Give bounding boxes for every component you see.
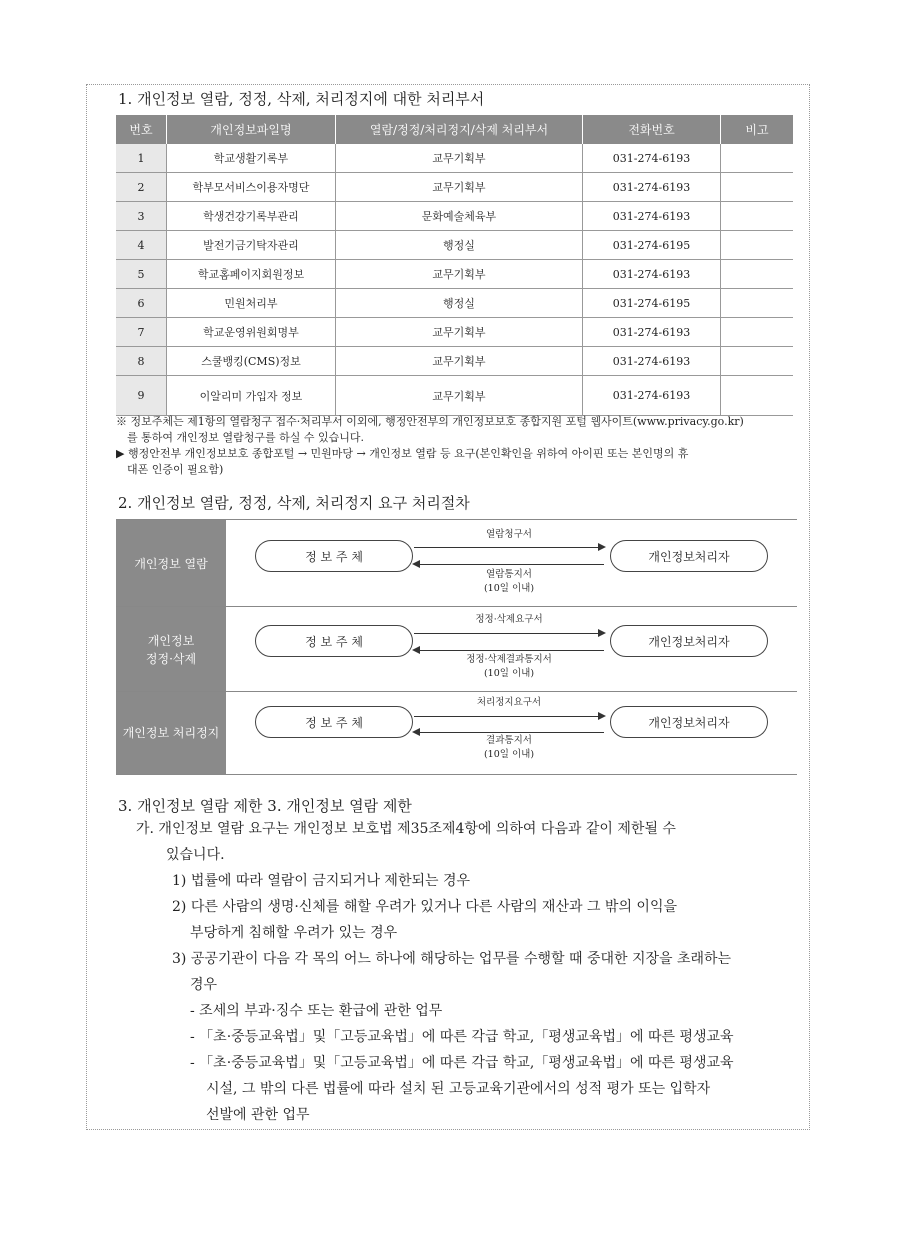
cell-note <box>721 318 794 347</box>
response-arrow <box>414 564 604 565</box>
cell-phone: 031-274-6193 <box>583 347 721 376</box>
cell-file: 학교운영위원회명부 <box>167 318 336 347</box>
cell-dept: 교무기획부 <box>336 376 583 416</box>
cell-dept: 행정실 <box>336 289 583 318</box>
cell-dept: 행정실 <box>336 231 583 260</box>
cell-dept: 교무기획부 <box>336 144 583 173</box>
cell-file: 이알리미 가입자 정보 <box>167 376 336 416</box>
restriction-item-2: 2) 다른 사람의 생명·신체를 해할 우려가 있거나 다른 사람의 재산과 그 밖의 이익을 <box>172 899 677 915</box>
cell-phone: 031-274-6193 <box>583 318 721 347</box>
note-privacy-portal <box>116 414 796 478</box>
col-header-note: 비고 <box>721 115 794 144</box>
procedure-row-view <box>116 519 797 607</box>
cell-note <box>721 347 794 376</box>
cell-phone: 031-274-6193 <box>583 173 721 202</box>
data-processor-box: 개인정보처리자 <box>610 540 768 572</box>
response-doc-label: 열람통지서 (10일 이내) <box>483 569 535 594</box>
table-row <box>116 173 793 202</box>
restriction-intro-cont: 있습니다. <box>166 847 225 863</box>
cell-phone: 031-274-6193 <box>583 260 721 289</box>
cell-file: 스쿨뱅킹(CMS)정보 <box>167 347 336 376</box>
cell-note <box>721 202 794 231</box>
cell-note <box>721 289 794 318</box>
response-doc-label: 결과통지서 (10일 이내) <box>483 735 535 760</box>
cell-no: 9 <box>116 376 167 416</box>
request-arrow <box>414 547 604 548</box>
table-row <box>116 144 793 173</box>
table-row <box>116 231 793 260</box>
request-doc-label: 처리정지요구서 <box>476 697 542 708</box>
note-line: 대폰 인증이 필요함) <box>127 463 224 476</box>
cell-no: 8 <box>116 347 167 376</box>
cell-no: 4 <box>116 231 167 260</box>
request-arrow <box>414 716 604 717</box>
section2-title: 2. 개인정보 열람, 정정, 삭제, 처리정지 요구 처리절차 <box>118 494 470 512</box>
request-doc-label: 열람청구서 <box>486 529 532 540</box>
request-doc-label: 정정·삭제요구서 <box>475 614 543 625</box>
procedure-row-suspend <box>116 691 797 775</box>
data-processor-box: 개인정보처리자 <box>610 625 768 657</box>
response-arrow <box>414 732 604 733</box>
col-header-no: 번호 <box>116 115 167 144</box>
response-doc-label: 정정·삭제결과통지서 (10일 이내) <box>466 654 552 679</box>
table-row <box>116 260 793 289</box>
cell-note <box>721 231 794 260</box>
cell-file: 발전기금기탁자관리 <box>167 231 336 260</box>
department-table <box>116 115 793 416</box>
cell-phone: 031-274-6195 <box>583 289 721 318</box>
note-line: ▶ 행정안전부 개인정보보호 종합포털 → 민원마당 → 개인정보 열람 등 요구(본인확인을 위하여 아이핀 또는 본인명의 휴 <box>116 447 689 460</box>
cell-phone: 031-274-6193 <box>583 202 721 231</box>
cell-note <box>721 173 794 202</box>
procedure-row-correct <box>116 606 797 692</box>
col-header-phone: 전화번호 <box>583 115 721 144</box>
cell-dept: 교무기획부 <box>336 173 583 202</box>
cell-phone: 031-274-6193 <box>583 144 721 173</box>
cell-file: 민원처리부 <box>167 289 336 318</box>
table-row <box>116 289 793 318</box>
cell-dept: 교무기획부 <box>336 318 583 347</box>
restriction-item-3-cont: 경우 <box>190 977 218 993</box>
request-arrow <box>414 633 604 634</box>
col-header-dept: 열람/정정/처리정지/삭제 처리부서 <box>336 115 583 144</box>
procedure-label: 개인정보 열람 <box>116 520 226 607</box>
cell-no: 3 <box>116 202 167 231</box>
restriction-sub-3-cont2: 선발에 관한 업무 <box>206 1107 310 1123</box>
restriction-item-3: 3) 공공기관이 다음 각 목의 어느 하나에 해당하는 업무를 수행할 때 중대한 지장을 초래하는 <box>172 951 732 967</box>
table-row <box>116 347 793 376</box>
table-row <box>116 202 793 231</box>
cell-no: 6 <box>116 289 167 318</box>
note-line: ※ 정보주체는 제1항의 열람청구 접수·처리부서 이외에, 행정안전부의 개인정보보호 종합지원 포털 웹사이트(www.privacy.go.kr) <box>116 415 744 428</box>
cell-file: 학부모서비스이용자명단 <box>167 173 336 202</box>
cell-no: 7 <box>116 318 167 347</box>
cell-note <box>721 144 794 173</box>
restriction-item-1: 1) 법률에 따라 열람이 금지되거나 제한되는 경우 <box>172 873 471 889</box>
cell-note <box>721 376 794 416</box>
note-line: 를 통하여 개인정보 열람청구를 하실 수 있습니다. <box>127 431 364 444</box>
restriction-sub-2: - 「초·중등교육법」및「고등교육법」에 따른 각급 학교,「평생교육법」에 따른 평생교육 <box>190 1029 734 1045</box>
cell-dept: 교무기획부 <box>336 347 583 376</box>
cell-dept: 문화예술체육부 <box>336 202 583 231</box>
table-row <box>116 376 793 416</box>
restriction-intro: 가. 개인정보 열람 요구는 개인정보 보호법 제35조제4항에 의하여 다음과 같이 제한될 수 <box>136 821 676 837</box>
cell-phone: 031-274-6193 <box>583 376 721 416</box>
cell-note <box>721 260 794 289</box>
table-row <box>116 318 793 347</box>
col-header-file: 개인정보파일명 <box>167 115 336 144</box>
cell-file: 학교생활기록부 <box>167 144 336 173</box>
cell-phone: 031-274-6195 <box>583 231 721 260</box>
cell-file: 학교홈페이지회원정보 <box>167 260 336 289</box>
data-subject-box: 정 보 주 체 <box>255 625 413 657</box>
procedure-label: 개인정보 처리정지 <box>116 692 226 774</box>
cell-no: 5 <box>116 260 167 289</box>
cell-no: 2 <box>116 173 167 202</box>
restriction-sub-1: - 조세의 부과·징수 또는 환급에 관한 업무 <box>190 1003 443 1019</box>
cell-file: 학생건강기록부관리 <box>167 202 336 231</box>
cell-dept: 교무기획부 <box>336 260 583 289</box>
restriction-sub-3: - 「초·중등교육법」및「고등교육법」에 따른 각급 학교,「평생교육법」에 따른 평생교육 <box>190 1055 734 1071</box>
data-subject-box: 정 보 주 체 <box>255 540 413 572</box>
restriction-item-2-cont: 부당하게 침해할 우려가 있는 경우 <box>190 925 398 941</box>
table-header-row <box>116 115 793 144</box>
procedure-label: 개인정보 정정·삭제 <box>116 607 226 692</box>
data-subject-box: 정 보 주 체 <box>255 706 413 738</box>
data-processor-box: 개인정보처리자 <box>610 706 768 738</box>
section1-title: 1. 개인정보 열람, 정정, 삭제, 처리정지에 대한 처리부서 <box>118 90 485 108</box>
section3-title: 3. 개인정보 열람 제한 3. 개인정보 열람 제한 <box>118 797 412 815</box>
restriction-sub-3-cont: 시설, 그 밖의 다른 법률에 따라 설치 된 고등교육기관에서의 성적 평가 또는 입학자 <box>206 1081 711 1097</box>
procedure-diagram <box>116 519 797 773</box>
response-arrow <box>414 650 604 651</box>
cell-no: 1 <box>116 144 167 173</box>
